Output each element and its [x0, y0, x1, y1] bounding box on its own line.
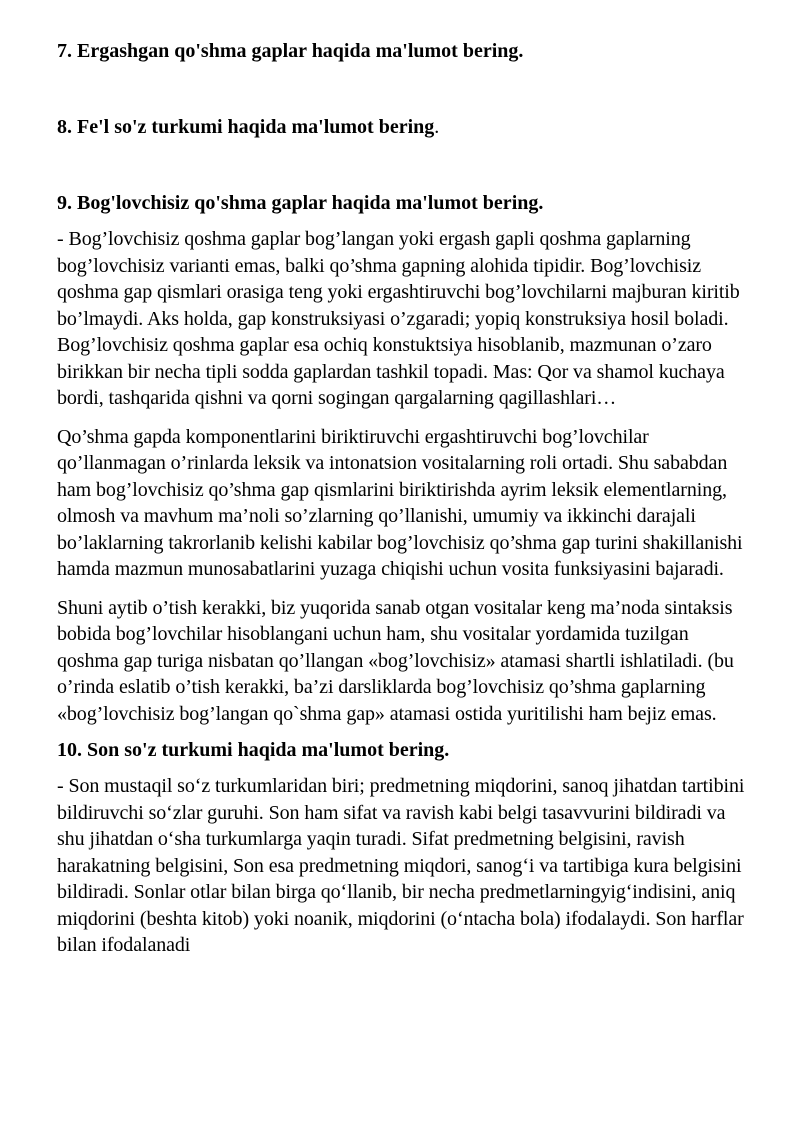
question-8-period: . — [434, 116, 440, 138]
question-10-heading: 10. Son so'z turkumi haqida ma'lumot bering. — [57, 739, 450, 761]
question-8-heading — [57, 114, 747, 140]
question-7-heading: 7. Ergashgan qo'shma gaplar haqida ma'lumot bering. — [57, 40, 524, 62]
question-8-text: 8. Fe'l so'z turkumi haqida ma'lumot bering — [57, 116, 435, 138]
question-9-heading: 9. Bog'lovchisiz qo'shma gaplar haqida ma'lumot bering. — [57, 192, 544, 214]
answer-9-paragraph-3: Shuni aytib o’tish kerakki, biz yuqorida sanab otgan vositalar keng ma’noda sintaksis bobida bog’lovchilar hisoblangani uchun ham, shu vositalar yordamida tuzilgan qoshma gap turiga nisbatan qo’llangan «bog’lovchisiz» atamasi shartli ishlatiladi. (bu o’rinda eslatib o’tish kerakki, ba’zi darsliklarda bog’lovchisiz qo’shma gaplarning «bog’lovchisiz bog’langan qo`shma gap» atamasi ostida yuritilishi ham bejiz emas. — [57, 596, 734, 725]
answer-9-paragraph-1: - Bog’lovchisiz qoshma gaplar bog’langan yoki ergash gapli qoshma gaplarning bog’lovchisiz varianti emas, balki qo’shma gapning alohida tipidir. Bog’lovchisiz qoshma gap qismlari orasiga teng yoki ergashtiruvchi bog’lovchilarni majburan kiritib bo’lmaydi. Aks holda, gap konstruksiyasi o’zgaradi; yopiq konstruksiya hosil boladi. Bog’lovchisiz qoshma gaplar esa ochiq konstuktsiya hisoblanib, mazmunan o’zaro birikkan bir necha tipli sodda gaplardan tashkil topadi. Mas: Qor va shamol kuchaya bordi, tashqarida qishni va qorni sogingan qargalarning qagillashlari… — [57, 228, 740, 409]
answer-9-paragraph-2: Qo’shma gapda komponentlarini biriktiruvchi ergashtiruvchi bog’lovchilar qo’llanmagan o’rinlarda leksik va intonatsion vositalarning roli ortadi. Shu sababdan ham bog’lovchisiz qo’shma gap qismlarini biriktirishda ayrim leksik elementlarning, olmosh va mavhum ma’noli so’zlarning qo’llanishi, umumiy va ikkinchi darajali bo’laklarning takrorlanib kelishi kabilar bog’lovchisiz qo’shma gap turini shakillanishi hamda mazmun munosabatlarini yuzaga chiqishi uchun vosita funksiyasini bajaradi. — [57, 425, 743, 580]
answer-10-paragraph-1: - Son mustaqil so‘z turkumlaridan biri; predmetning miqdorini, sanoq jihatdan tartibini bildiruvchi so‘zlar guruhi. Son ham sifat va ravish kabi belgi tasavvurini bildiradi va shu jihatdan o‘sha turkumlarga yaqin turadi. Sifat predmetning belgisini, ravish harakatning belgisini, Son esa predmetning miqdori, sanog‘i va tartibiga kura belgisini bildiradi. Sonlar otlar bilan birga qo‘llanib, bir necha predmetlarningyig‘indisini, aniq miqdorini (beshta kitob) yoki noanik, miqdorini (o‘ntacha bola) ifodalaydi. Son harflar bilan ifodalanadi — [57, 775, 745, 956]
document-page — [57, 38, 747, 959]
